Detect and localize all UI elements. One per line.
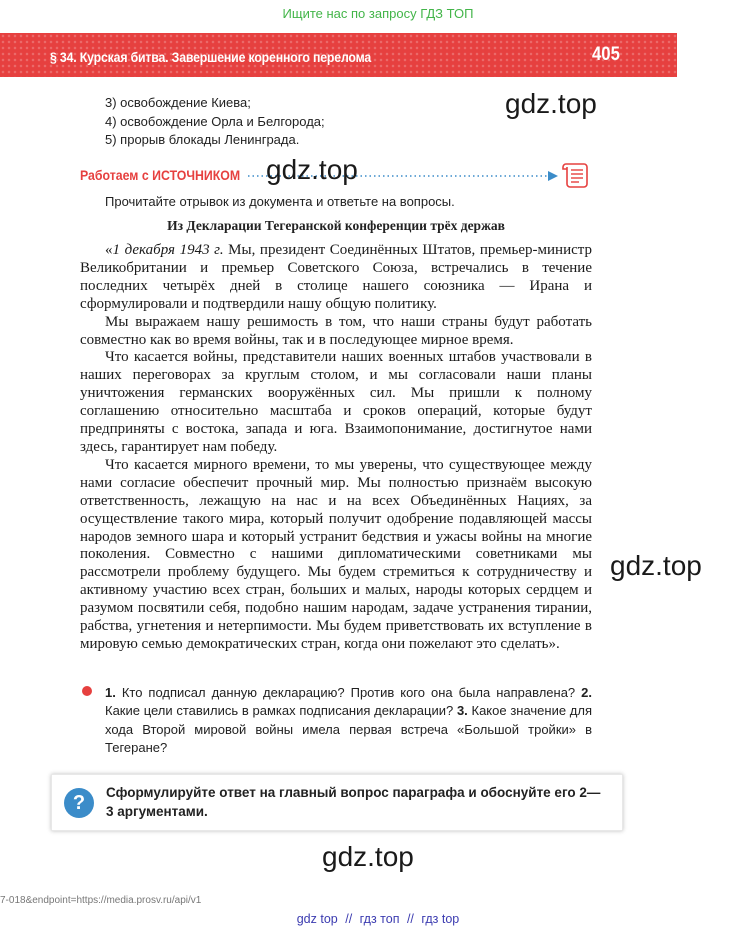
question-text: Какие цели ставились в рамках подписания декларации?	[105, 703, 457, 719]
watermark: gdz.top	[322, 841, 414, 872]
question-text: Кто подписал данную декларацию? Против кого она была направлена?	[115, 685, 582, 700]
questions-block	[105, 684, 592, 757]
questions-bullet-icon	[82, 686, 92, 696]
document-paragraph	[80, 242, 592, 314]
top-banner-text[interactable]: Ищите нас по запросу ГДЗ ТОП	[282, 6, 474, 21]
paragraph-text: Мы, президент Соединённых Штатов, премьер-министр Великобритании и премьер Советского Союза, встречались в течение последних четырёх дней в столице нашего союзника — Ирана и сформулировали и подтвердили нашу общую политику.	[80, 242, 592, 312]
footer-link[interactable]: гдз top	[421, 912, 460, 926]
list-item: 3) освобождение Киева;	[105, 95, 251, 110]
question-number: 2.	[581, 685, 592, 700]
source-instruction: Прочитайте отрывок из документа и ответьте на вопросы.	[105, 194, 455, 209]
source-section-heading: Работаем с ИСТОЧНИКОМ	[80, 167, 241, 183]
document-title: Из Декларации Тегеранской конференции трёх держав	[167, 218, 505, 233]
question-mark-icon: ?	[64, 788, 94, 818]
opening-quote: «	[105, 242, 113, 258]
document-paragraph: Что касается войны, представители наших военных штабов участвовали в наших переговорах за круглым столом, и мы согласовали наши планы уничтожения германских вооружённых сил. Мы пришли к полному соглашению относительно масштаба и сроков операций, которые будут предприняты с востока, запада и юга. Взаимопонимание, достигнутое нами здесь, гарантирует нам победу.	[80, 349, 592, 455]
answer-list	[105, 94, 325, 150]
watermark: gdz.top	[266, 154, 358, 185]
question-number: 3.	[456, 703, 468, 719]
footer-link[interactable]: gdz top	[296, 912, 338, 926]
document-paragraph: Что касается мирного времени, то мы уверены, что существующее между нами согласие обеспечит прочный мир. Мы полностью признаём высокую ответственность, лежащую на нас и на всех Объединённых Нациях, за осуществление такого мира, который получит одобрение подавляющей массы народов земного шара и который устранит бедствия и ужасы войны на многие поколения. Совместно с нашими дипломатическими советниками мы рассмотрели проблему будущего. Мы будем стремиться к сотрудничеству и активному участию всех стран, больших и малых, народы которых сердцем и разумом посвятили себя, подобно нашим народам, задаче устранения тирании, рабства, угнетения и нетерпимости. Мы будем приветствовать их вступление в мировую семью демократических стран, когда они пожелают это сделать».	[80, 456, 592, 652]
watermark: gdz.top	[505, 88, 597, 119]
question-text: Какое значение для хода Второй мировой войны имела первая встреча «Большой тройки» в Тегеране?	[105, 703, 592, 755]
footer-links	[0, 912, 756, 926]
footer-separator: //	[406, 912, 414, 926]
footer-separator: //	[345, 912, 353, 926]
document-excerpt	[80, 242, 592, 654]
page-number: 405	[592, 44, 620, 65]
footer-link[interactable]: гдз топ	[359, 912, 400, 926]
document-scroll-icon	[560, 158, 592, 190]
list-item: 5) прорыв блокады Ленинграда.	[105, 132, 300, 147]
question-number: 1.	[105, 685, 116, 700]
document-paragraph: Мы выражаем нашу решимость в том, что наши страны будут работать совместно как во время войны, так и в последующее мирное время.	[80, 313, 592, 348]
chapter-title: § 34. Курская битва. Завершение коренного перелома	[50, 49, 372, 65]
document-date: 1 декабря 1943 г.	[112, 242, 224, 258]
watermark: gdz.top	[610, 550, 702, 581]
url-fragment: 7-018&endpoint=https://media.prosv.ru/api/v1	[0, 895, 202, 906]
chapter-header-bar	[0, 33, 677, 77]
list-item: 4) освобождение Орла и Белгорода;	[105, 113, 325, 129]
main-question-box	[51, 774, 623, 831]
main-question-text: Сформулируйте ответ на главный вопрос параграфа и обоснуйте его 2—3 аргументами.	[106, 785, 601, 819]
